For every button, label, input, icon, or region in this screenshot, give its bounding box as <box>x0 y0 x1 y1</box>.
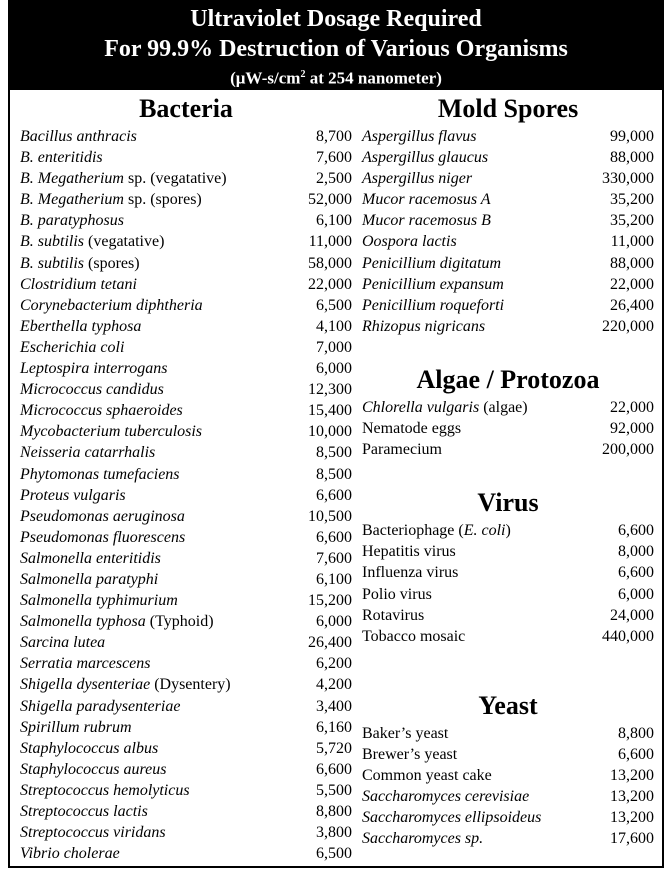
bacteria-row <box>20 569 352 590</box>
organism-name <box>362 418 461 439</box>
organism-name-part: Salmonella typhimurium <box>20 592 178 610</box>
left-column <box>20 92 352 864</box>
organism-name <box>362 828 483 849</box>
organism-name-part: Micrococcus candidus <box>20 381 164 399</box>
virus-row <box>362 584 654 605</box>
virus-row <box>362 605 654 626</box>
organism-name-part: Baker’s yeast <box>362 724 449 742</box>
title-line-2: For 99.9% Destruction of Various Organisms <box>104 36 568 62</box>
organism-name <box>362 253 501 274</box>
organism-name-part: Spirillum rubrum <box>20 718 132 736</box>
algae-row <box>362 439 654 460</box>
organism-name-part: Hepatitis virus <box>362 543 456 561</box>
organism-name-part: Influenza virus <box>362 564 459 582</box>
yeast-row <box>362 828 654 849</box>
dosage-value: 13,200 <box>610 809 654 827</box>
organism-name <box>20 379 164 400</box>
yeast-row <box>362 723 654 744</box>
organism-name <box>20 506 185 527</box>
organism-name <box>20 316 141 337</box>
organism-name-part: B. subtilis <box>20 254 85 272</box>
algae-row <box>362 397 654 418</box>
organism-name <box>20 337 124 358</box>
dosage-value: 4,100 <box>316 317 352 335</box>
dosage-value: 99,000 <box>610 128 654 145</box>
bacteria-row <box>20 295 352 316</box>
dosage-value: 5,500 <box>316 781 352 799</box>
organism-name <box>362 397 528 418</box>
organism-name-part: Paramecium <box>362 441 442 459</box>
dosage-value: 8,000 <box>618 543 654 561</box>
organism-name-part: Phytomonas tumefaciens <box>20 465 180 483</box>
organism-name <box>362 605 424 626</box>
organism-name <box>20 168 227 189</box>
dosage-value: 35,200 <box>610 212 654 230</box>
dosage-value: 6,600 <box>316 528 352 546</box>
dosage-value: 6,600 <box>316 760 352 778</box>
organism-name-part: Rotavirus <box>362 606 425 624</box>
bacteria-row <box>20 485 352 506</box>
dosage-value: 6,200 <box>316 655 352 673</box>
bacteria-row <box>20 801 352 822</box>
dosage-value: 58,000 <box>308 254 352 272</box>
bacteria-row <box>20 168 352 189</box>
organism-name <box>362 274 504 295</box>
dosage-value: 6,100 <box>316 570 352 588</box>
bacteria-row <box>20 674 352 695</box>
dosage-value: 8,500 <box>316 465 352 483</box>
dosage-value: 5,720 <box>316 739 352 757</box>
dosage-value: 6,500 <box>316 296 352 314</box>
dosage-value: 11,000 <box>308 233 352 251</box>
organism-name <box>362 520 511 541</box>
organism-name <box>20 253 140 274</box>
organism-name-part: Salmonella typhosa <box>20 613 146 631</box>
dosage-value: 6,000 <box>618 585 654 603</box>
organism-name-part: sp. (spores) <box>123 191 202 209</box>
virus-row <box>362 541 654 562</box>
organism-name <box>362 231 457 252</box>
bacteria-row <box>20 316 352 337</box>
organism-name <box>20 696 180 717</box>
organism-name-part: Staphylococcus aureus <box>20 760 167 778</box>
dosage-value: 6,500 <box>316 845 352 863</box>
title-banner <box>10 2 662 90</box>
mold-row <box>362 168 654 189</box>
dosage-value: 13,200 <box>610 788 654 806</box>
organism-name-part: Vibrio cholerae <box>20 845 120 863</box>
organism-name-part: Clostridium tetani <box>20 275 137 293</box>
bacteria-list <box>20 126 352 864</box>
organism-name <box>20 421 202 442</box>
bacteria-row <box>20 274 352 295</box>
dosage-value: 26,400 <box>610 296 654 314</box>
organism-name <box>20 590 178 611</box>
organism-name-part: Salmonella enteritidis <box>20 549 161 567</box>
organism-name <box>20 527 185 548</box>
organism-name <box>20 843 120 864</box>
organism-name <box>362 541 456 562</box>
dosage-value: 7,600 <box>316 149 352 167</box>
bacteria-row <box>20 653 352 674</box>
organism-name-part: Salmonella paratyphi <box>20 570 159 588</box>
mold-row <box>362 231 654 252</box>
organism-name-part: Sarcina lutea <box>20 634 106 652</box>
organism-name-part: Penicillium roqueforti <box>362 296 505 314</box>
organism-name <box>20 822 166 843</box>
virus-row <box>362 626 654 647</box>
organism-name-part: Corynebacterium diphtheria <box>20 296 203 314</box>
dosage-value: 17,600 <box>610 830 654 848</box>
organism-name <box>20 611 214 632</box>
dosage-value: 8,800 <box>316 803 352 820</box>
organism-name <box>20 295 203 316</box>
bacteria-row <box>20 780 352 801</box>
organism-name-part: Nematode eggs <box>362 420 462 438</box>
mold-row <box>362 126 654 147</box>
dosage-value: 6,600 <box>618 522 654 540</box>
organism-name-part: Bacillus anthracis <box>20 128 137 145</box>
bacteria-row <box>20 400 352 421</box>
organism-name-part: (spores) <box>84 254 140 272</box>
organism-name-part: Streptococcus hemolyticus <box>20 781 190 799</box>
dosage-value: 15,400 <box>308 402 352 420</box>
organism-name-part: Leptospira interrogans <box>20 360 168 378</box>
right-column <box>362 92 654 849</box>
virus-row <box>362 520 654 541</box>
document-frame <box>8 0 664 868</box>
organism-name <box>20 147 103 168</box>
dosage-value: 10,500 <box>308 507 352 525</box>
dosage-value: 6,000 <box>316 613 352 631</box>
algae-row <box>362 418 654 439</box>
organism-name-part: (Dysentery) <box>150 676 231 694</box>
organism-name <box>362 744 457 765</box>
organism-name-part: Staphylococcus albus <box>20 739 159 757</box>
organism-name <box>20 485 126 506</box>
organism-name-part: Eberthella typhosa <box>20 317 142 335</box>
units-prefix: (μW-s/cm <box>230 68 301 88</box>
organism-name-part: Saccharomyces sp. <box>362 830 484 848</box>
organism-name-part: Oospora lactis <box>362 233 457 251</box>
organism-name-part: Penicillium digitatum <box>362 254 502 272</box>
organism-name-part: Penicillium expansum <box>362 275 504 293</box>
dosage-value: 15,200 <box>308 592 352 610</box>
title-line-1: Ultraviolet Dosage Required <box>190 6 482 32</box>
mold-row <box>362 316 654 337</box>
bacteria-row <box>20 421 352 442</box>
organism-name <box>20 759 166 780</box>
organism-name <box>20 358 167 379</box>
organism-name <box>20 717 132 738</box>
bacteria-row <box>20 548 352 569</box>
organism-name <box>20 442 155 463</box>
dosage-value: 22,000 <box>610 398 654 416</box>
yeast-row <box>362 765 654 786</box>
organism-name-part: Aspergillus flavus <box>362 128 477 145</box>
organism-name-part: Proteus vulgaris <box>20 486 126 504</box>
organism-name-part: Polio virus <box>362 585 432 603</box>
dosage-value: 200,000 <box>602 441 654 459</box>
organism-name <box>20 738 158 759</box>
yeast-row <box>362 786 654 807</box>
organism-name-part: (algae) <box>479 398 528 416</box>
dosage-value: 24,000 <box>610 606 654 624</box>
organism-name-part: Brewer’s yeast <box>362 745 458 763</box>
organism-name <box>362 626 465 647</box>
units-subtitle <box>10 64 662 90</box>
organism-name <box>20 548 161 569</box>
organism-name-part: (Typhoid) <box>145 613 214 631</box>
organism-name-part: Aspergillus glaucus <box>362 149 489 167</box>
bacteria-row <box>20 147 352 168</box>
yeast-row <box>362 807 654 828</box>
mold-row <box>362 253 654 274</box>
section-title-yeast: Yeast <box>478 690 538 720</box>
dosage-value: 6,600 <box>618 564 654 582</box>
dosage-value: 13,200 <box>610 766 654 784</box>
dosage-value: 6,160 <box>316 718 352 736</box>
yeast-row <box>362 744 654 765</box>
organism-name <box>20 569 158 590</box>
yeast-list <box>362 723 654 850</box>
mold-row <box>362 147 654 168</box>
organism-name <box>362 439 442 460</box>
dosage-value: 8,800 <box>618 724 654 742</box>
bacteria-row <box>20 506 352 527</box>
organism-name <box>20 464 180 485</box>
organism-name-part: Saccharomyces cerevisiae <box>362 788 530 806</box>
bacteria-row <box>20 189 352 210</box>
organism-name-part: B. Megatherium <box>20 170 124 188</box>
organism-name-part: Aspergillus niger <box>362 170 473 188</box>
dosage-value: 4,200 <box>316 676 352 694</box>
section-title-mold-spores: Mold Spores <box>437 94 579 123</box>
organism-name <box>362 786 529 807</box>
mold-row <box>362 274 654 295</box>
organism-name-part: Micrococcus sphaeroides <box>20 402 183 420</box>
organism-name-part: Pseudomonas fluorescens <box>20 528 186 546</box>
dosage-value: 22,000 <box>308 275 352 293</box>
organism-name-part: Neisseria catarrhalis <box>20 444 156 462</box>
section-title-virus: Virus <box>477 488 539 518</box>
bacteria-row <box>20 738 352 759</box>
dosage-value: 88,000 <box>610 254 654 272</box>
organism-name-part: Serratia marcescens <box>20 655 151 673</box>
mold-row <box>362 295 654 316</box>
bacteria-row <box>20 358 352 379</box>
mold-row <box>362 210 654 231</box>
bacteria-row <box>20 253 352 274</box>
section-title-bacteria: Bacteria <box>139 94 233 123</box>
organism-name-part: ) <box>505 522 511 540</box>
bacteria-row <box>20 843 352 864</box>
dosage-value: 2,500 <box>316 170 352 188</box>
mold-list <box>362 126 654 337</box>
bacteria-row <box>20 464 352 485</box>
bacteria-row <box>20 696 352 717</box>
organism-name <box>20 653 151 674</box>
dosage-value: 8,500 <box>316 444 352 462</box>
bacteria-row <box>20 632 352 653</box>
organism-name-part: Tobacco mosaic <box>362 627 466 645</box>
units-suffix: at 254 nanometer) <box>305 68 442 88</box>
organism-name-part: Mucor racemosus A <box>362 191 491 209</box>
organism-name-part: Escherichia coli <box>20 338 125 356</box>
section-title-algae-protozoa: Algae / Protozoa <box>416 364 600 394</box>
organism-name <box>20 632 105 653</box>
organism-name-part: Streptococcus lactis <box>20 803 148 820</box>
dosage-value: 3,800 <box>316 824 352 842</box>
virus-list <box>362 520 654 647</box>
dosage-value: 10,000 <box>308 423 352 441</box>
bacteria-row <box>20 126 352 147</box>
organism-name-part: E. coli <box>463 522 506 540</box>
dosage-value: 3,400 <box>316 697 352 715</box>
bacteria-row <box>20 822 352 843</box>
dosage-value: 330,000 <box>602 170 654 188</box>
organism-name <box>362 189 491 210</box>
bacteria-row <box>20 337 352 358</box>
organism-name <box>20 400 183 421</box>
organism-name-part: Bacteriophage ( <box>362 522 464 540</box>
dosage-value: 6,600 <box>618 745 654 763</box>
organism-name <box>362 765 492 786</box>
dosage-value: 12,300 <box>308 381 352 399</box>
organism-name-part: Chlorella vulgaris <box>362 398 480 416</box>
dosage-value: 6,000 <box>316 360 352 378</box>
organism-name <box>20 210 124 231</box>
dosage-value: 52,000 <box>308 191 352 209</box>
bacteria-row <box>20 527 352 548</box>
algae-list <box>362 397 654 460</box>
dosage-value: 440,000 <box>602 627 654 645</box>
organism-name <box>362 316 485 337</box>
organism-name <box>362 807 541 828</box>
organism-name <box>20 231 164 252</box>
organism-name-part: Rhizopus nigricans <box>362 317 486 335</box>
organism-name <box>20 126 137 147</box>
dosage-value: 35,200 <box>610 191 654 209</box>
units-superscript: 2 <box>300 69 306 80</box>
organism-name <box>362 147 488 168</box>
organism-name-part: Saccharomyces ellipsoideus <box>362 809 542 827</box>
dosage-value: 7,600 <box>316 549 352 567</box>
bacteria-row <box>20 759 352 780</box>
organism-name-part: Mycobacterium tuberculosis <box>20 423 203 441</box>
dosage-value: 88,000 <box>610 149 654 167</box>
organism-name <box>362 584 432 605</box>
organism-name <box>20 189 202 210</box>
organism-name <box>362 126 477 147</box>
organism-name <box>20 780 190 801</box>
dosage-value: 92,000 <box>610 420 654 438</box>
organism-name-part: B. subtilis <box>20 233 85 251</box>
organism-name <box>20 674 231 695</box>
organism-name-part: B. Megatherium <box>20 191 124 209</box>
organism-name <box>362 168 472 189</box>
dosage-value: 6,600 <box>316 486 352 504</box>
organism-name <box>362 295 504 316</box>
bacteria-row <box>20 717 352 738</box>
organism-name-part: Common yeast cake <box>362 766 492 784</box>
virus-row <box>362 562 654 583</box>
dosage-value: 26,400 <box>308 634 352 652</box>
organism-name <box>362 562 458 583</box>
dosage-value: 22,000 <box>610 275 654 293</box>
bacteria-row <box>20 611 352 632</box>
organism-name-part: sp. (vegatative) <box>123 170 227 188</box>
dosage-value: 220,000 <box>602 317 654 335</box>
organism-name <box>362 723 448 744</box>
organism-name-part: Pseudomonas aeruginosa <box>20 507 185 525</box>
bacteria-row <box>20 210 352 231</box>
dosage-value: 8,700 <box>316 128 352 145</box>
organism-name-part: Streptococcus viridans <box>20 824 166 842</box>
organism-name <box>362 210 491 231</box>
dosage-value: 11,000 <box>610 233 654 251</box>
mold-row <box>362 189 654 210</box>
bacteria-row <box>20 442 352 463</box>
organism-name-part: B. paratyphosus <box>20 212 124 230</box>
organism-name-part: Mucor racemosus B <box>362 212 491 230</box>
organism-name-part: (vegatative) <box>84 233 165 251</box>
dosage-value: 6,100 <box>316 212 352 230</box>
organism-name <box>20 274 137 295</box>
organism-name-part: Shigella paradysenteriae <box>20 697 181 715</box>
organism-name-part: B. enteritidis <box>20 149 103 167</box>
organism-name-part: Shigella dysenteriae <box>20 676 151 694</box>
organism-name <box>20 801 148 822</box>
bacteria-row <box>20 590 352 611</box>
dosage-value: 7,000 <box>316 338 352 356</box>
bacteria-row <box>20 379 352 400</box>
bacteria-row <box>20 231 352 252</box>
